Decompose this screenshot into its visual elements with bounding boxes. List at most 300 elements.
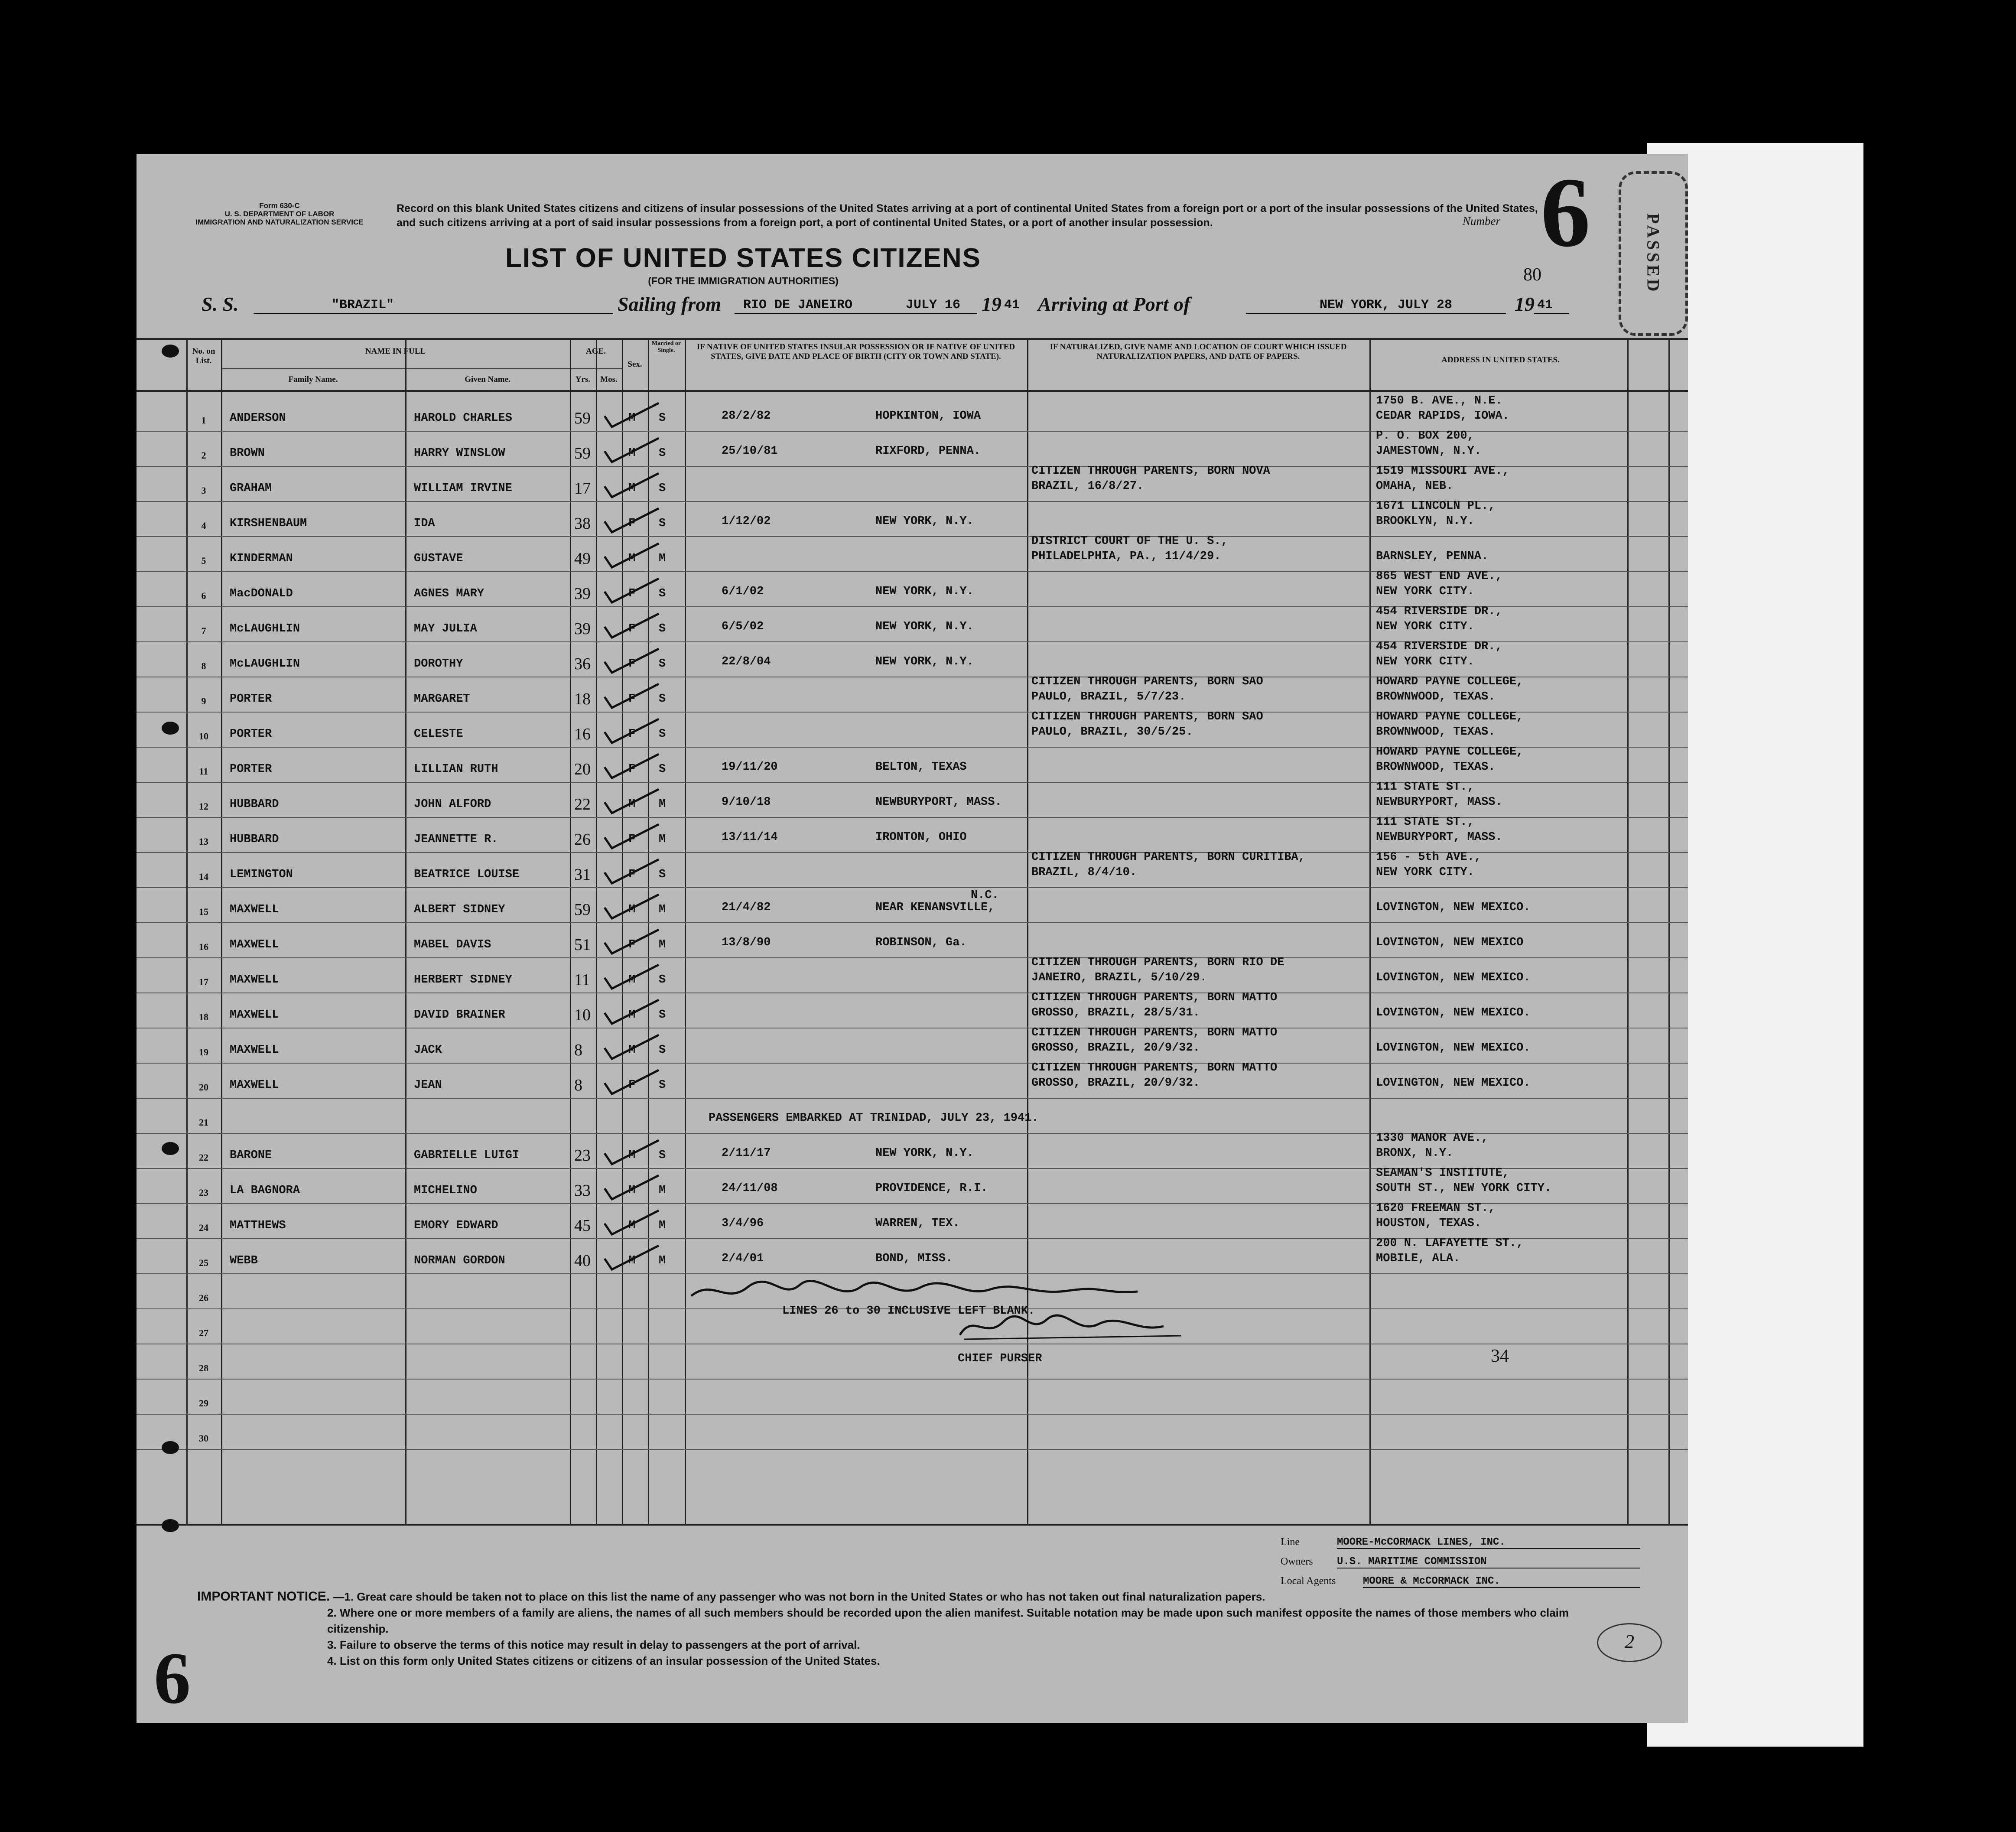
marital-status: S — [659, 517, 666, 530]
check-mark — [602, 471, 663, 501]
check-mark — [602, 436, 663, 466]
check-mark — [602, 998, 663, 1028]
birth-place: NEWBURYPORT, MASS. — [875, 796, 1002, 809]
check-mark — [602, 892, 663, 923]
birth-place: NEW YORK, N.Y. — [875, 1147, 974, 1160]
row-number: 28 — [199, 1363, 208, 1373]
col-family: Family Name. — [288, 375, 338, 384]
address-line-1: HOWARD PAYNE COLLEGE, — [1376, 710, 1524, 723]
birth-date: 24/11/08 — [722, 1182, 778, 1195]
address-line-2: NEWBURYPORT, MASS. — [1376, 796, 1502, 809]
notice-item-2: 2. Where one or more members of a family are aliens, the names of all such members should be recorded upon the alien manifest. Suitable notation may be made upon such manifest opposite the names of those members who claim citizenship. — [327, 1606, 1569, 1635]
marital-status: S — [659, 1149, 666, 1162]
col-native: IF NATIVE OF UNITED STATES INSULAR POSSESSION OR IF NATIVE OF UNITED STATES, GIVE DATE AND PLACE OF BIRTH (CITY OR TOWN AND STATE). — [696, 342, 1015, 361]
marital-status: S — [659, 622, 666, 635]
sex: M — [628, 482, 636, 495]
birth-place: NEW YORK, N.Y. — [875, 585, 974, 598]
birth-date: 1/12/02 — [722, 515, 771, 528]
sex: F — [628, 622, 636, 635]
address-line-2: LOVINGTON, NEW MEXICO. — [1376, 1077, 1531, 1090]
sex: M — [628, 798, 636, 811]
manifest-sheet — [137, 154, 1688, 1723]
age-years: 39 — [574, 585, 591, 603]
sex: M — [628, 973, 636, 986]
naturalization-line-1: CITIZEN THROUGH PARENTS, BORN CURITIBA, — [1031, 851, 1305, 864]
marital-status: M — [659, 1184, 666, 1197]
given-name: JEANNETTE R. — [414, 833, 498, 846]
given-name: IDA — [414, 517, 435, 530]
circled-number: 2 — [1597, 1623, 1662, 1662]
col-given: Given Name. — [465, 375, 511, 384]
family-name: MAXWELL — [230, 1044, 279, 1057]
marital-status: M — [659, 798, 666, 811]
count-total: 34 — [1491, 1346, 1509, 1366]
binder-hole — [162, 1441, 179, 1454]
naturalization-line-2: GROSSO, BRAZIL, 20/9/32. — [1031, 1041, 1200, 1054]
address-line-2: JAMESTOWN, N.Y. — [1376, 445, 1482, 458]
number-label: Number — [1463, 215, 1500, 228]
naturalization-line-1: CITIZEN THROUGH PARENTS, BORN MATTO — [1031, 991, 1278, 1004]
section-note: PASSENGERS EMBARKED AT TRINIDAD, JULY 23, 1941. — [709, 1112, 1039, 1125]
page-subtitle: (FOR THE IMMIGRATION AUTHORITIES) — [648, 275, 839, 286]
sailing-date: JULY 16 — [906, 298, 961, 312]
row-number: 17 — [199, 976, 208, 987]
binder-hole — [162, 722, 179, 735]
family-name: MAXWELL — [230, 1079, 279, 1092]
sex: M — [628, 1219, 636, 1232]
age-years: 11 — [574, 971, 590, 989]
check-mark — [602, 647, 663, 677]
marital-status: M — [659, 903, 666, 916]
age-years: 40 — [574, 1252, 591, 1270]
notice-item-4: 4. List on this form only United States citizens or citizens of an insular possession of the United States. — [327, 1654, 880, 1667]
marital-status: M — [659, 552, 666, 565]
col-married: Married or Single. — [651, 340, 681, 354]
marital-status: M — [659, 1254, 666, 1267]
naturalization-line-1: CITIZEN THROUGH PARENTS, BORN MATTO — [1031, 1026, 1278, 1039]
row-number: 9 — [201, 696, 206, 706]
birth-date: 6/1/02 — [722, 585, 764, 598]
marital-status: S — [659, 1044, 666, 1057]
naturalization-line-2: PAULO, BRAZIL, 30/5/25. — [1031, 726, 1193, 739]
signature-1 — [687, 1274, 1207, 1309]
family-name: PORTER — [230, 763, 272, 776]
check-mark — [602, 576, 663, 607]
age-years: 31 — [574, 866, 591, 884]
marital-status: M — [659, 1219, 666, 1232]
birth-date: 21/4/82 — [722, 901, 771, 914]
agents-label: Local Agents — [1281, 1575, 1336, 1587]
address-line-1: 1620 FREEMAN ST., — [1376, 1202, 1496, 1215]
naturalization-line-1: CITIZEN THROUGH PARENTS, BORN RIO DE — [1031, 956, 1284, 969]
age-years: 18 — [574, 690, 591, 708]
naturalization-line-1: CITIZEN THROUGH PARENTS, BORN SAO — [1031, 675, 1263, 688]
col-sex: Sex. — [628, 360, 642, 369]
passenger-table — [137, 338, 1688, 1526]
row-number: 27 — [199, 1328, 208, 1338]
check-mark — [602, 682, 663, 712]
birth-place: IRONTON, OHIO — [875, 831, 967, 844]
sex: F — [628, 587, 636, 600]
birth-date: 25/10/81 — [722, 445, 778, 458]
age-years: 23 — [574, 1146, 591, 1165]
address-line-2: NEW YORK CITY. — [1376, 585, 1474, 598]
notice-item-1: —1. Great care should be taken not to place on this list the name of any passenger who was not born in the United States or who has not taken out final naturalization papers. — [333, 1590, 1265, 1603]
marital-status: S — [659, 693, 666, 706]
birth-date: 13/11/14 — [722, 831, 778, 844]
sex: F — [628, 833, 636, 846]
birth-place: HOPKINTON, IOWA — [875, 410, 981, 423]
given-name: MABEL DAVIS — [414, 938, 491, 951]
naturalization-line-1: DISTRICT COURT OF THE U. S., — [1031, 535, 1228, 548]
row-number: 12 — [199, 801, 208, 812]
page-number: 80 — [1523, 265, 1541, 285]
form-number: Form 630-C — [259, 202, 300, 210]
marital-status: M — [659, 833, 666, 846]
family-name: HUBBARD — [230, 833, 279, 846]
address-line-1: P. O. BOX 200, — [1376, 430, 1474, 443]
address-line-2: BROOKLYN, N.Y. — [1376, 515, 1474, 528]
address-line-1: SEAMAN'S INSTITUTE, — [1376, 1167, 1509, 1180]
birth-date: 2/4/01 — [722, 1252, 764, 1265]
given-name: JACK — [414, 1044, 442, 1057]
given-name: GUSTAVE — [414, 552, 463, 565]
sex: F — [628, 693, 636, 706]
sex: M — [628, 552, 636, 565]
check-mark — [602, 612, 663, 642]
naturalization-line-2: JANEIRO, BRAZIL, 5/10/29. — [1031, 971, 1207, 984]
marital-status: S — [659, 412, 666, 425]
family-name: McLAUGHLIN — [230, 657, 300, 670]
given-name: HERBERT SIDNEY — [414, 973, 512, 986]
address-line-1: 111 STATE ST., — [1376, 816, 1474, 829]
address-line-1: 156 - 5th AVE., — [1376, 851, 1482, 864]
birth-place: NEW YORK, N.Y. — [875, 515, 974, 528]
address-line-1: 865 WEST END AVE., — [1376, 570, 1502, 583]
line-label: Line — [1281, 1536, 1300, 1548]
given-name: HARRY WINSLOW — [414, 447, 505, 460]
age-years: 51 — [574, 936, 591, 954]
row-number: 3 — [201, 485, 206, 496]
age-years: 33 — [574, 1181, 591, 1200]
given-name: CELESTE — [414, 728, 463, 741]
age-years: 17 — [574, 479, 591, 498]
sex: F — [628, 657, 636, 670]
marital-status: S — [659, 447, 666, 460]
family-name: KIRSHENBAUM — [230, 517, 307, 530]
address-line-1: 454 RIVERSIDE DR., — [1376, 640, 1502, 653]
birth-place: RIXFORD, PENNA. — [875, 445, 981, 458]
family-name: BARONE — [230, 1149, 272, 1162]
naturalization-line-2: PHILADELPHIA, PA., 11/4/29. — [1031, 550, 1221, 563]
binder-hole — [162, 345, 179, 358]
col-yrs: Yrs. — [575, 375, 591, 384]
check-mark — [602, 1033, 663, 1063]
age-years: 16 — [574, 725, 591, 743]
naturalization-line-2: BRAZIL, 16/8/27. — [1031, 480, 1144, 493]
age-years: 8 — [574, 1041, 582, 1059]
check-mark — [602, 787, 663, 817]
family-name: WEBB — [230, 1254, 258, 1267]
row-number: 22 — [199, 1152, 208, 1163]
address-line-2: LOVINGTON, NEW MEXICO — [1376, 936, 1524, 949]
row-number: 24 — [199, 1222, 208, 1233]
arriving-year: 41 — [1537, 298, 1553, 312]
age-years: 10 — [574, 1006, 591, 1024]
given-name: JOHN ALFORD — [414, 798, 491, 811]
address-line-2: MOBILE, ALA. — [1376, 1252, 1460, 1265]
owners-value: U.S. MARITIME COMMISSION — [1337, 1556, 1640, 1568]
col-address: ADDRESS IN UNITED STATES. — [1441, 355, 1560, 364]
sex: F — [628, 868, 636, 881]
given-name: ALBERT SIDNEY — [414, 903, 505, 916]
address-line-2: SOUTH ST., NEW YORK CITY. — [1376, 1182, 1552, 1195]
arriving-label: Arriving at Port of — [1038, 293, 1190, 315]
check-mark — [602, 1173, 663, 1204]
naturalization-line-1: CITIZEN THROUGH PARENTS, BORN SAO — [1031, 710, 1263, 723]
check-mark — [602, 717, 663, 747]
row-number: 2 — [201, 450, 206, 461]
age-years: 59 — [574, 901, 591, 919]
marital-status: S — [659, 728, 666, 741]
birth-date: 22/8/04 — [722, 655, 771, 668]
birth-place: WARREN, TEX. — [875, 1217, 960, 1230]
agents-value: MOORE & McCORMACK INC. — [1363, 1575, 1640, 1588]
row-number: 19 — [199, 1047, 208, 1058]
check-mark — [602, 506, 663, 537]
marital-status: S — [659, 868, 666, 881]
given-name: JEAN — [414, 1079, 442, 1092]
address-line-2: OMAHA, NEB. — [1376, 480, 1453, 493]
voyage-line: S. S. "BRAZIL" Sailing from RIO DE JANEIRO JULY 16 19 41 Arriving at Port of NEW YORK, JULY 28 19 41 — [202, 293, 1675, 319]
sex: M — [628, 903, 636, 916]
row-number: 6 — [201, 590, 206, 601]
row-number: 15 — [199, 906, 208, 917]
marital-status: S — [659, 763, 666, 776]
row-number: 30 — [199, 1433, 208, 1444]
marital-status: S — [659, 657, 666, 670]
address-line-2: BROWNWOOD, TEXAS. — [1376, 761, 1496, 774]
address-line-2: NEWBURYPORT, MASS. — [1376, 831, 1502, 844]
marital-status: S — [659, 973, 666, 986]
birth-date: 13/8/90 — [722, 936, 771, 949]
address-line-2: LOVINGTON, NEW MEXICO. — [1376, 1041, 1531, 1054]
birth-date: 9/10/18 — [722, 796, 771, 809]
col-age: AGE. — [586, 347, 606, 356]
row-number: 8 — [201, 661, 206, 671]
family-name: MATTHEWS — [230, 1219, 286, 1232]
check-mark — [602, 927, 663, 958]
form-identifier — [171, 202, 388, 226]
birth-place: NEW YORK, N.Y. — [875, 620, 974, 633]
check-mark — [602, 963, 663, 993]
ship-name: "BRAZIL" — [332, 298, 394, 312]
birth-date: 19/11/20 — [722, 761, 778, 774]
address-line-1: 1519 MISSOURI AVE., — [1376, 465, 1509, 478]
sailing-year: 41 — [1004, 298, 1020, 312]
row-number: 25 — [199, 1257, 208, 1268]
notice-item-3: 3. Failure to observe the terms of this notice may result in delay to passengers at the port of arrival. — [327, 1638, 860, 1651]
sex: M — [628, 1254, 636, 1267]
marital-status: S — [659, 1079, 666, 1092]
naturalization-line-2: GROSSO, BRAZIL, 28/5/31. — [1031, 1006, 1200, 1019]
birth-date: 28/2/82 — [722, 410, 771, 423]
address-line-2: BROWNWOOD, TEXAS. — [1376, 726, 1496, 739]
address-line-2: HOUSTON, TEXAS. — [1376, 1217, 1482, 1230]
given-name: DAVID BRAINER — [414, 1009, 505, 1022]
row-number: 29 — [199, 1398, 208, 1409]
address-line-2: NEW YORK CITY. — [1376, 866, 1474, 879]
row-number: 5 — [201, 555, 206, 566]
given-name: MAY JULIA — [414, 622, 477, 635]
check-mark — [602, 1068, 663, 1098]
age-years: 45 — [574, 1217, 591, 1235]
address-line-1: 1330 MANOR AVE., — [1376, 1132, 1489, 1145]
service-name: IMMIGRATION AND NATURALIZATION SERVICE — [195, 218, 364, 226]
check-mark — [602, 857, 663, 888]
address-line-2: NEW YORK CITY. — [1376, 620, 1474, 633]
family-name: MacDONALD — [230, 587, 293, 600]
marital-status: S — [659, 1009, 666, 1022]
family-name: BROWN — [230, 447, 265, 460]
given-name: EMORY EDWARD — [414, 1219, 498, 1232]
important-notice — [197, 1588, 1627, 1669]
birth-place: ROBINSON, Ga. — [875, 936, 967, 949]
family-name: KINDERMAN — [230, 552, 293, 565]
sailing-label: Sailing from — [618, 293, 722, 315]
family-name: HUBBARD — [230, 798, 279, 811]
sailing-from: RIO DE JANEIRO — [743, 298, 853, 312]
address-line-1: 200 N. LAFAYETTE ST., — [1376, 1237, 1524, 1250]
row-number: 26 — [199, 1292, 208, 1303]
birth-place: NEAR KENANSVILLE, — [875, 901, 995, 914]
ss-label: S. S. — [202, 293, 239, 315]
given-name: GABRIELLE LUIGI — [414, 1149, 520, 1162]
family-name: McLAUGHLIN — [230, 622, 300, 635]
family-name: MAXWELL — [230, 973, 279, 986]
signature-2 — [956, 1309, 1194, 1344]
check-mark — [602, 1138, 663, 1168]
given-name: MICHELINO — [414, 1184, 477, 1197]
sex: M — [628, 1044, 636, 1057]
address-line-1: 1671 LINCOLN PL., — [1376, 500, 1496, 513]
address-line-1: 111 STATE ST., — [1376, 781, 1474, 794]
sex: M — [628, 1149, 636, 1162]
sex: M — [628, 1184, 636, 1197]
row-number: 14 — [199, 871, 208, 882]
row-number: 23 — [199, 1187, 208, 1198]
family-name: PORTER — [230, 693, 272, 706]
col-no: No. on List. — [192, 347, 215, 365]
family-name: MAXWELL — [230, 938, 279, 951]
address-line-1: HOWARD PAYNE COLLEGE, — [1376, 745, 1524, 758]
row-number: 4 — [201, 520, 206, 531]
sex: F — [628, 728, 636, 741]
address-line-2: CEDAR RAPIDS, IOWA. — [1376, 410, 1509, 423]
given-name: LILLIAN RUTH — [414, 763, 498, 776]
record-instructions: Record on this blank United States citizens and citizens of insular possessions of the United States arriving at a port of continental United States from a foreign port or a port of the insular possessions of the United States, and such citizens arriving at a port of said insular possessions from a foreign port, a port of continental United States, or a port of another insular possession. — [397, 202, 1538, 229]
address-line-2: LOVINGTON, NEW MEXICO. — [1376, 1006, 1531, 1019]
lines-blank-note: LINES 26 to 30 INCLUSIVE LEFT BLANK. — [782, 1305, 1035, 1318]
birth-date: 2/11/17 — [722, 1147, 771, 1160]
line-value: MOORE-McCORMACK LINES, INC. — [1337, 1536, 1640, 1549]
given-name: HAROLD CHARLES — [414, 412, 512, 425]
birth-place: NEW YORK, N.Y. — [875, 655, 974, 668]
address-line-1: 454 RIVERSIDE DR., — [1376, 605, 1502, 618]
naturalization-line-1: CITIZEN THROUGH PARENTS, BORN NOVA — [1031, 465, 1270, 478]
address-line-2: BARNSLEY, PENNA. — [1376, 550, 1489, 563]
row-number: 13 — [199, 836, 208, 847]
row-number: 21 — [199, 1117, 208, 1128]
sex: F — [628, 763, 636, 776]
sex: M — [628, 447, 636, 460]
birth-place: BELTON, TEXAS — [875, 761, 967, 774]
sex: F — [628, 1079, 636, 1092]
given-name: MARGARET — [414, 693, 470, 706]
page-title: LIST OF UNITED STATES CITIZENS — [505, 243, 981, 273]
address-line-2: LOVINGTON, NEW MEXICO. — [1376, 971, 1531, 984]
age-years: 36 — [574, 655, 591, 673]
age-years: 26 — [574, 830, 591, 849]
given-name: NORMAN GORDON — [414, 1254, 505, 1267]
sex: F — [628, 517, 636, 530]
col-naturalized: IF NATURALIZED, GIVE NAME AND LOCATION OF COURT WHICH ISSUED NATURALIZATION PAPERS, AND DATE OF PAPERS. — [1050, 342, 1347, 361]
age-years: 49 — [574, 550, 591, 568]
address-line-2: BRONX, N.Y. — [1376, 1147, 1453, 1160]
naturalization-line-2: PAULO, BRAZIL, 5/7/23. — [1031, 690, 1186, 703]
birth-place: PROVIDENCE, R.I. — [875, 1182, 988, 1195]
family-name: LEMINGTON — [230, 868, 293, 881]
chief-purser-label: CHIEF PURSER — [958, 1352, 1042, 1365]
birth-place: BOND, MISS. — [875, 1252, 953, 1265]
check-mark — [602, 1243, 663, 1274]
check-mark — [602, 752, 663, 782]
col-mos: Mos. — [600, 375, 618, 384]
marital-status: S — [659, 587, 666, 600]
address-line-2: BROWNWOOD, TEXAS. — [1376, 690, 1496, 703]
row-number: 1 — [201, 415, 206, 426]
line-owners-block — [1281, 1536, 1649, 1593]
family-name: PORTER — [230, 728, 272, 741]
naturalization-line-1: CITIZEN THROUGH PARENTS, BORN MATTO — [1031, 1061, 1278, 1074]
birth-place-state: N.C. — [971, 889, 999, 902]
binder-hole — [162, 1142, 179, 1155]
age-years: 22 — [574, 795, 591, 813]
row-number: 20 — [199, 1082, 208, 1093]
marital-status: M — [659, 938, 666, 951]
family-name: ANDERSON — [230, 412, 286, 425]
given-name: AGNES MARY — [414, 587, 484, 600]
address-line-2: LOVINGTON, NEW MEXICO. — [1376, 901, 1531, 914]
sex: M — [628, 412, 636, 425]
age-years: 59 — [574, 409, 591, 427]
row-number: 7 — [201, 625, 206, 636]
age-years: 20 — [574, 760, 591, 778]
passed-stamp: PASSED — [1619, 171, 1688, 336]
naturalization-line-2: GROSSO, BRAZIL, 20/9/32. — [1031, 1077, 1200, 1090]
birth-date: 3/4/96 — [722, 1217, 764, 1230]
col-name-in-full: NAME IN FULL — [365, 347, 426, 356]
address-line-2: NEW YORK CITY. — [1376, 655, 1474, 668]
family-name: LA BAGNORA — [230, 1184, 300, 1197]
family-name: MAXWELL — [230, 903, 279, 916]
age-years: 59 — [574, 444, 591, 462]
row-number: 18 — [199, 1012, 208, 1022]
check-mark — [602, 541, 663, 572]
check-mark — [602, 822, 663, 853]
family-name: GRAHAM — [230, 482, 272, 495]
address-line-1: HOWARD PAYNE COLLEGE, — [1376, 675, 1524, 688]
